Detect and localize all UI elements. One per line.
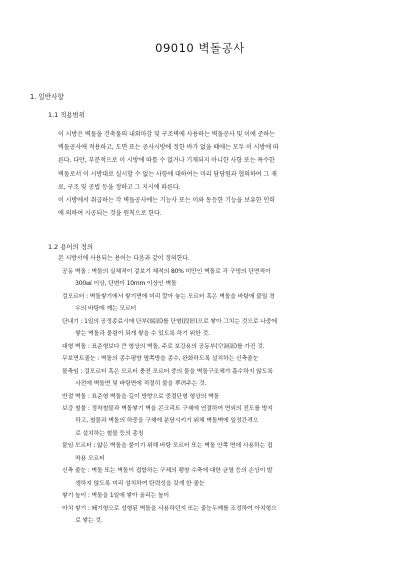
definition-continuation: 로 쌓는 것. xyxy=(75,517,103,525)
scope-line: 료, 구조 및 공법 등을 정하고 그 지시에 따른다. xyxy=(58,183,181,191)
definition-term-line: 공동 벽돌 : 벽돌의 실체적이 겉보기 체적의 80% 미만인 벽돌로 각 구멍의 단면적이 xyxy=(62,268,271,275)
definitions-intro: 본 시방서에 사용되는 용어는 다음과 같이 정의한다. xyxy=(58,255,190,262)
scope-paragraph xyxy=(58,128,376,220)
scope-line: 이 시방에서 취급하는 각 벽돌공사에는 기능사 또는 이와 동등한 기능을 보유한 인력 xyxy=(58,197,275,205)
document-title: 09010 벽돌공사 xyxy=(155,41,245,55)
scope-line: 에 의하여 시공되는 것을 원칙으로 한다. xyxy=(58,210,162,218)
definition-term-line: 아치 쌓기 : 쐐기형으로 성형된 벽돌을 사용하던지 또는 줄눈두께를 조정하여 아치형으 xyxy=(62,504,277,512)
definition-term-line: 보강 철물 : 정착철물과 벽돌쌓기 벽을 콘크리트 구체에 연결하여 면외의 전도를 방지 xyxy=(62,404,273,412)
scope-line: 벽돌공사에 적용하고, 도면 또는 공사시방에 정한 바가 없을 때에는 모두 이 시방에 따 xyxy=(58,144,279,152)
definition-continuation: 하고, 철물과 벽돌의 하중을 구체에 분담시키기 위해 벽돌벽에 일정간격으 xyxy=(75,417,259,425)
definition-term-line: 대형 벽돌 : 표준형보다 큰 형상의 벽돌, 주로 보강용의 공동부(空洞部)를 가진 것. xyxy=(62,342,265,350)
definition-continuation: 우의 바탕에 깨는 모르터 xyxy=(75,305,137,313)
section-heading-general: 1. 일반사항 xyxy=(30,93,64,101)
definition-continuation: 쌓는 벽돌과 물림이 되게 쌓을 수 있도록 하기 위한 것. xyxy=(75,330,210,338)
definitions-list xyxy=(62,266,382,528)
definition-term-line: 반절 벽돌 : 표준형 벽돌을 길이 방향으로 중절단형 형상의 벽돌 xyxy=(62,392,220,400)
scope-line: 이 시방은 벽돌을 건축물의 내외마감 및 구조벽에 사용하는 벽돌공사 및 이에 준하는 xyxy=(58,131,275,138)
subsection-heading-scope: 1.1 적용범위 xyxy=(48,111,85,119)
definition-term-line: 쌓기 높이 : 벽돌을 1일에 쌓아 올리는 높이 xyxy=(62,492,170,500)
definition-continuation: 생하지 않도록 미리 설치하여 탄력성을 갖게 한 줄눈 xyxy=(75,479,205,487)
definition-term-line: 단내기 : 1일의 공정종료시에 단부(端部)를 단형(段形)으로 쌓아 그치는 것으로 나중에 xyxy=(62,317,277,325)
scope-line: 벽돌로서 이 시방대로 실시할 수 없는 사항에 대하여는 미리 담당원과 협의하여 그 재 xyxy=(58,170,277,178)
definition-continuation: 착용 모르터 xyxy=(75,454,105,462)
definition-term-line: 무보면트줄눈 : 벽돌의 종수평방 옆쪽방을 종수, 완화하도록 설치하는 신축줄눈 xyxy=(62,355,259,363)
definition-term-line: 붙임 모르터 : 얇은 벽돌을 붙이기 위해 바탕 모르터 또는 벽돌 안쪽 면에 사용하는 접 xyxy=(62,442,273,450)
definition-continuation: 300㎟ 이상, 단변이 10mm 이상인 벽돌 xyxy=(75,280,177,288)
scope-line: 른다. 다만, 부분적으로 이 시방에 따를 수 없거나 기재되지 아니한 사항 또는 특수한 xyxy=(58,157,275,165)
definition-term-line: 물축임 : 걸모르터 혹은 모르터 충전 모르터 중의 물을 벽돌구조체가 흡수하지 않도록 xyxy=(62,367,273,375)
definition-continuation: 로 설치하는 철물 등의 총칭 xyxy=(75,429,144,437)
definition-term-line: 걸모르터 : 벽돌쌓기에서 쌓기면에 미리 깔아 놓는 모르터 혹은 벽돌을 바탕에 붙일 경 xyxy=(62,292,275,300)
definition-term-line: 신축 줄눈 : 벽돌 또는 벽돌이 접합하는 구체의 팽창 수축에 대한 균열 등의 손상이 발 xyxy=(62,467,273,475)
subsection-heading-definitions: 1.2 용어의 정의 xyxy=(48,243,94,251)
definition-continuation: 사전에 벽돌면 및 바탕면에 적절히 물을 뿌려주는 것. xyxy=(75,380,207,388)
